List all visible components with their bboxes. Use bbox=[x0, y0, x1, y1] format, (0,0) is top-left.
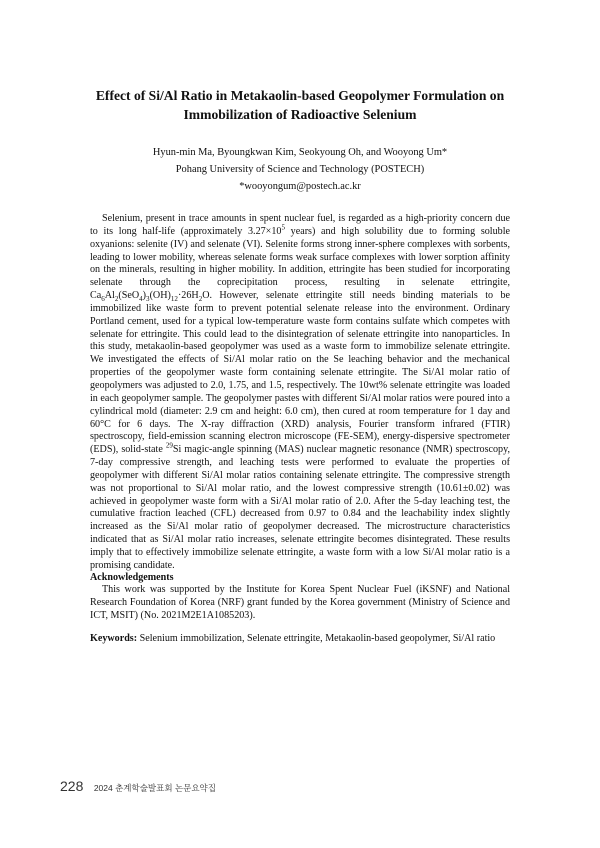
abstract-paragraph bbox=[90, 213, 510, 573]
subscript: 4 bbox=[139, 295, 143, 304]
keywords-label: Keywords: bbox=[90, 633, 138, 644]
formula-part: ) bbox=[142, 290, 147, 302]
proceedings-title: 2024 춘계학술발표회 논문요약집 bbox=[93, 783, 216, 793]
acknowledgements-heading: Acknowledgements bbox=[90, 572, 174, 583]
formula-part: Al bbox=[104, 290, 115, 302]
abstract-text-2: years) and high solubility due to forming soluble oxyanions: selenite (IV) and selenate (VI). Selenite forms strong inner-sphere complexes with sorbents, leading to lower mobility, whereas selenate forms weak surface complexes with lower sorption affinity on the minerals, resulting in higher mobility. In addition, ettringite has been studied for incorporating selenate through the coprecipitation process, resulting in selenate ettringite, Ca bbox=[90, 225, 510, 302]
affiliation: Pohang University of Science and Technology (POSTECH) bbox=[175, 164, 425, 175]
subscript: 6 bbox=[101, 295, 105, 304]
title-line-2: Immobilization of Radioactive Selenium bbox=[183, 107, 417, 122]
keywords-text: Selenium immobilization, Selenate ettringite, Metakaolin-based geopolymer, Si/Al ratio bbox=[137, 633, 496, 644]
title-line-1: Effect of Si/Al Ratio in Metakaolin-based Geopolymer Formulation on bbox=[95, 88, 505, 103]
isotope-superscript: 29 bbox=[165, 441, 173, 450]
formula-part: (SeO bbox=[118, 290, 140, 302]
formula-part: (OH) bbox=[149, 290, 171, 302]
corresponding-email: *wooyongum@postech.ac.kr bbox=[239, 181, 361, 192]
abstract-text-1: Selenium, present in trace amounts in spent nuclear fuel, is regarded as a high-priority concern due to its long half-life (approximately 3.27×10 bbox=[90, 213, 510, 237]
subscript: 3 bbox=[146, 295, 150, 304]
abstract-text-3: O. However, selenate ettringite still needs binding materials to be immobilized like waste form to prevent potential selenate release into the environment. Ordinary Portland cement, used for a typical low-temperature waste form contains sulfate which competes with selenate for ettringite. This could lead to the disintegration of selenate ettringite into nanoparticles. In this study, metakaolin-based geopolymer was used as a waste form to immobilize selenate ettringite. We investigated the effects of Si/Al molar ratio on the Se leaching behavior and the mechanical properties of the geopolymer waste form containing selenate ettringite. The Si/Al molar ratio of geopolymers was adjusted to 2.0, 1.75, and 1.5, respectively. The 10wt% selenate ettringite was loaded in each geopolymer sample. The geopolymer pastes with different Si/Al molar ratios were poured into a cylindrical mold (diameter: 2.9 cm and height: 6.0 cm), then cured at room temperature for 1 day and 60°C for 6 days. The X-ray diffraction (XRD) analysis, Fourier transform infrared (FTIR) spectroscopy, field-emission scanning electron microscope (FE-SEM), energy-dispersive spectrometer (EDS), solid-state bbox=[90, 290, 510, 456]
page-number: 228 bbox=[60, 778, 84, 794]
subscript: 2 bbox=[198, 295, 203, 304]
acknowledgements-text: This work was supported by the Institute for Korea Spent Nuclear Fuel (iKSNF) and National Research Foundation of Korea (NRF) grant funded by the Korea government (Ministry of Science and ICT, MSIT) (No. 2021M2E1A1085203). bbox=[90, 584, 510, 621]
page-footer bbox=[60, 778, 216, 796]
subscript: 12 bbox=[170, 295, 178, 304]
paper-title bbox=[80, 86, 520, 124]
keywords bbox=[90, 632, 510, 645]
author-list: Hyun-min Ma, Byoungkwan Kim, Seokyoung Oh, and Wooyong Um* bbox=[152, 147, 448, 158]
exponent: 5 bbox=[281, 223, 285, 232]
formula-part: ·26H bbox=[177, 290, 199, 302]
subscript: 2 bbox=[114, 295, 119, 304]
abstract-text-4: Si magic-angle spinning (MAS) nuclear magnetic resonance (NMR) spectroscopy, 7-day compressive strength, and leaching tests were performed to evaluate the properties of geopolymer with different Si/Al molar ratios containing selenate ettringite. The compressive strength was not proportional to Si/Al molar ratio, and the lowest compressive strength (10.61±0.02) was achieved in geopolymer waste form with a Si/Al molar ratio of 2.0. After the 5-day leaching test, the cumulative fraction leached (CFL) decreased from 0.97 to 0.84 and the leachability index slightly increased as the Si/Al molar ratio of geopolymer decreased. The microstructure characteristics indicated that as Si/Al molar ratio increases, selenate ettringite becomes disintegrated. These results imply that to effectively immobilize selenate ettringite, a waste form with a low Si/Al molar ratio is a promising candidate. bbox=[90, 444, 511, 571]
